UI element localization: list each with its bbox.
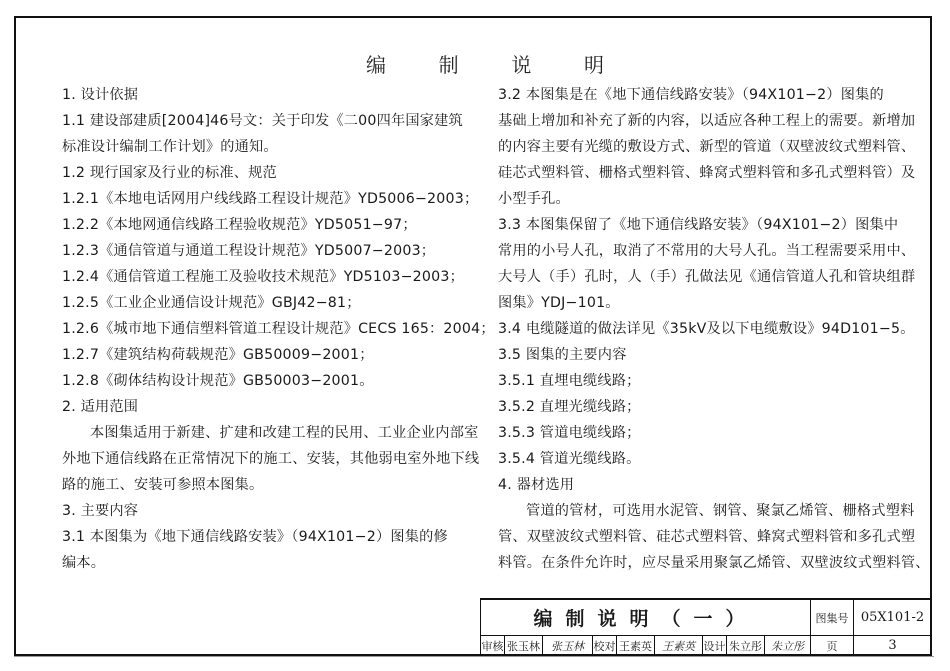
text-line: 1.2.8《砌体结构设计规范》GB50003−2001。	[62, 373, 374, 389]
text-line: 1.2.4《通信管道工程施工及验收技术规范》YD5103−2003；	[62, 269, 464, 285]
text-line: 1.2.2《本地网通信线路工程验收规范》YD5051−97；	[62, 217, 417, 233]
checker-signature: 王素英	[655, 636, 703, 656]
right-column	[498, 82, 930, 576]
text-line: 3.5 图集的主要内容	[498, 347, 627, 363]
check-label: 校对	[593, 636, 617, 656]
text-line: 大号人（手）孔时，人（手）孔做法见《通信管道人孔和管块组群	[498, 269, 916, 285]
text-line: 3.5.1 直埋电缆线路；	[498, 373, 641, 389]
design-label: 设计	[703, 636, 727, 656]
text-line: 4. 器材选用	[498, 477, 575, 493]
text-line: 1.2.3《通信管道与通道工程设计规范》YD5007−2003；	[62, 243, 436, 259]
review-label: 审核	[481, 636, 505, 656]
text-line: 3.2 本图集是在《地下通信线路安装》（94X101−2）图集的	[498, 87, 884, 103]
text-line: 1. 设计依据	[62, 87, 139, 103]
text-line: 1.2.5《工业企业通信设计规范》GBJ42−81；	[62, 295, 361, 311]
left-column	[62, 82, 495, 576]
text-line: 3.5.2 直埋光缆线路；	[498, 399, 641, 415]
reviewer-signature: 张玉林	[543, 636, 593, 656]
page-number: 3	[854, 636, 932, 656]
signature-row	[481, 636, 811, 656]
designer-name: 朱立彤	[727, 636, 765, 656]
checker-name: 王素英	[617, 636, 655, 656]
page-title-char: 制	[438, 53, 459, 77]
text-line: 标准设计编制工作计划》的通知。	[62, 139, 278, 155]
text-line: 外地下通信线路在正常情况下的施工、安装，其他弱电室外地下线	[62, 451, 480, 467]
page-title	[365, 49, 605, 77]
text-line: 编本。	[62, 555, 106, 571]
page-title-char: 明	[583, 53, 604, 77]
atlas-no-value: 05X101-2	[854, 600, 932, 636]
sheet-title: 编制说明（一）	[481, 600, 811, 636]
reviewer-name: 张玉林	[505, 636, 543, 656]
text-line: 图集》YDJ−101。	[498, 295, 620, 311]
bottom-rule	[14, 656, 934, 657]
text-line: 2. 适用范围	[62, 399, 139, 415]
page-title-char: 编	[366, 53, 386, 77]
text-line: 的内容主要有光缆的敷设方式、新型的管道（双壁波纹式塑料管、	[498, 139, 916, 155]
text-line: 1.2 现行国家及行业的标准、规范	[62, 165, 277, 181]
atlas-no-label: 图集号	[811, 600, 854, 636]
text-line: 常用的小号人孔，取消了不常用的大号人孔。当工程需要采用中、	[498, 243, 916, 259]
text-line: 基础上增加和补充了新的内容，以适应各种工程上的需要。新增加	[498, 113, 916, 129]
text-line: 路的施工、安装可参照本图集。	[62, 477, 264, 493]
text-line: 1.1 建设部建质[2004]46号文：关于印发《二00四年国家建筑	[62, 113, 463, 129]
text-line: 管、双壁波纹式塑料管、硅芯式塑料管、蜂窝式塑料管和多孔式塑	[498, 529, 916, 545]
text-line: 小型手孔。	[498, 191, 570, 207]
text-line: 本图集适用于新建、扩建和改建工程的民用、工业企业内部室	[90, 425, 479, 441]
text-line: 1.2.7《建筑结构荷载规范》GB50009−2001；	[62, 347, 374, 363]
text-line: 1.2.1《本地电话网用户线线路工程设计规范》YD5006−2003；	[62, 191, 479, 207]
title-block	[480, 598, 932, 656]
text-line: 料管。在条件允许时，应尽量采用聚氯乙烯管、双壁波纹式塑料管、	[498, 555, 930, 571]
text-line: 3.3 本图集保留了《地下通信线路安装》（94X101−2）图集中	[498, 217, 899, 233]
text-line: 3. 主要内容	[62, 503, 139, 519]
page-label: 页	[811, 636, 854, 656]
text-line: 管道的管材，可选用水泥管、钢管、聚氯乙烯管、栅格式塑料	[526, 503, 915, 519]
text-line: 硅芯式塑料管、栅格式塑料管、蜂窝式塑料管和多孔式塑料管）及	[498, 165, 916, 181]
text-line: 3.5.3 管道电缆线路；	[498, 425, 641, 441]
text-line: 1.2.6《城市地下通信塑料管道工程设计规范》CECS 165：2004；	[62, 321, 495, 337]
text-line: 3.5.4 管道光缆线路。	[498, 451, 641, 467]
designer-signature: 朱立彤	[771, 640, 804, 653]
text-line: 3.4 电缆隧道的做法详见《35kV及以下电缆敷设》94D101−5。	[498, 321, 915, 337]
page-title-char: 说	[511, 53, 532, 77]
text-line: 3.1 本图集为《地下通信线路安装》（94X101−2）图集的修	[62, 529, 448, 545]
